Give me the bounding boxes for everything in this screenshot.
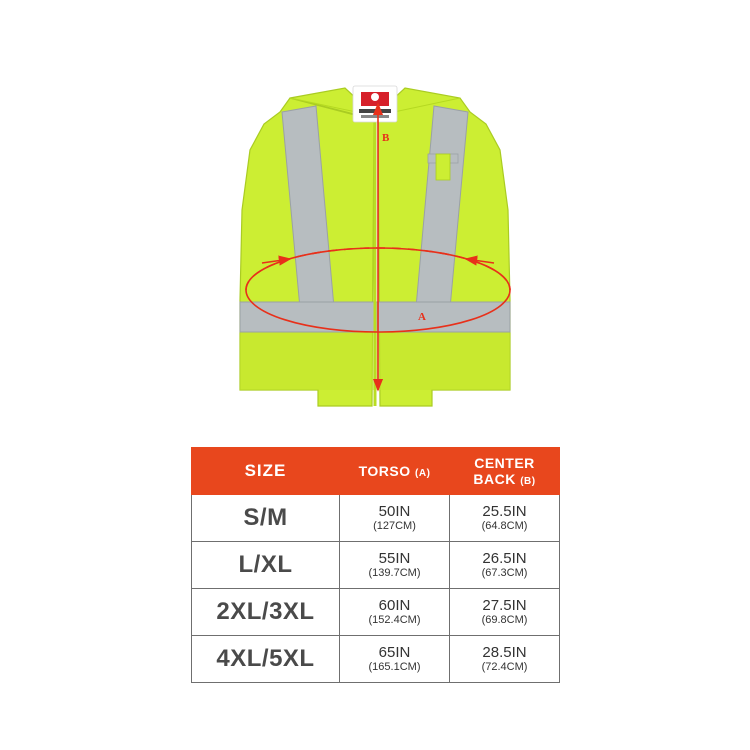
torso-label-a: A — [418, 311, 426, 323]
row-torso-cm-3: (165.1CM) — [368, 661, 421, 674]
row-back-cm-3: (72.4CM) — [481, 661, 528, 674]
row-torso-2 — [340, 589, 450, 636]
row-torso-3 — [340, 636, 450, 683]
center-back-label-b: B — [382, 132, 390, 144]
row-back-cm-1: (67.3CM) — [481, 567, 528, 580]
table-row — [192, 495, 560, 542]
header-torso-sub: (A) — [415, 468, 431, 479]
brand-logo-text — [359, 109, 391, 113]
row-back-0 — [450, 495, 560, 542]
row-torso-cm-1: (139.7CM) — [368, 567, 421, 580]
table-row — [192, 589, 560, 636]
header-center-back-line1: CENTER — [474, 455, 535, 471]
brand-logo-dot — [371, 93, 379, 101]
row-size-1: L/XL — [192, 542, 340, 589]
header-size: SIZE — [192, 448, 340, 495]
row-size-2: 2XL/3XL — [192, 589, 340, 636]
table-row — [192, 636, 560, 683]
header-torso-title: TORSO — [358, 463, 411, 479]
table-row — [192, 542, 560, 589]
header-center-back-line2: BACK — [473, 471, 516, 487]
row-torso-in-2: 60IN — [378, 597, 411, 615]
row-back-1 — [450, 542, 560, 589]
table-header-row — [192, 448, 560, 495]
row-back-cm-2: (69.8CM) — [481, 614, 528, 627]
row-back-in-2: 27.5IN — [482, 597, 527, 615]
vest-illustration — [170, 60, 580, 430]
header-center-back — [450, 448, 560, 495]
row-back-2 — [450, 589, 560, 636]
vest-graphic — [170, 60, 580, 430]
row-back-cm-0: (64.8CM) — [481, 520, 528, 533]
row-torso-0 — [340, 495, 450, 542]
row-back-3 — [450, 636, 560, 683]
row-torso-cm-2: (152.4CM) — [368, 614, 421, 627]
brand-logo-subtext — [361, 115, 389, 118]
row-back-in-3: 28.5IN — [482, 644, 527, 662]
header-torso — [340, 448, 450, 495]
size-chart-header — [192, 448, 560, 495]
row-size-3: 4XL/5XL — [192, 636, 340, 683]
header-center-back-sub: (B) — [520, 476, 536, 487]
row-torso-cm-0: (127CM) — [373, 520, 416, 533]
size-chart-body — [192, 495, 560, 683]
row-torso-in-0: 50IN — [378, 503, 411, 521]
row-torso-in-3: 65IN — [378, 644, 411, 662]
row-back-in-1: 26.5IN — [482, 550, 527, 568]
brand-label — [353, 86, 397, 122]
row-torso-1 — [340, 542, 450, 589]
mic-tab-loop — [436, 154, 450, 180]
row-size-0: S/M — [192, 495, 340, 542]
size-chart-table — [191, 447, 560, 683]
row-back-in-0: 25.5IN — [482, 503, 527, 521]
row-torso-in-1: 55IN — [378, 550, 411, 568]
